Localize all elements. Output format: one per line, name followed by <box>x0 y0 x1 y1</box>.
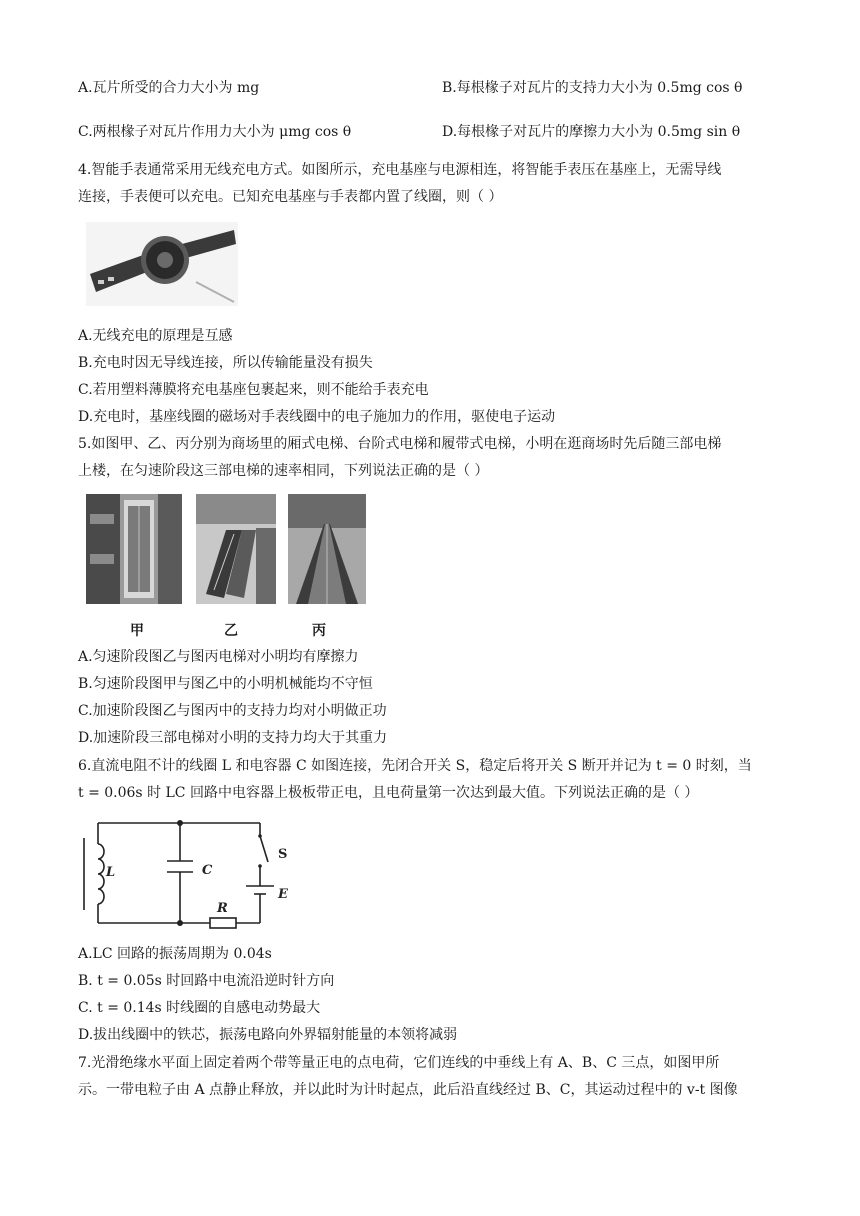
q5-option-c: C.加速阶段图乙与图丙中的支持力均对小明做正功 <box>78 703 387 719</box>
q6-option-c: C. t = 0.14s 时线圈的自感电动势最大 <box>78 1000 321 1016</box>
q5-option-a: A.匀速阶段图乙与图丙电梯对小明均有摩擦力 <box>78 649 359 665</box>
q6-stem-line1: 6.直流电阻不计的线圈 L 和电容器 C 如图连接，先闭合开关 S，稳定后将开关 S 断开并记为 t = 0 时刻，当 <box>78 758 752 774</box>
label-e: E <box>278 887 288 902</box>
caption-yi: 乙 <box>224 623 238 639</box>
q5-stem-line2: 上楼，在匀速阶段这三部电梯的速率相同，下列说法正确的是（ ） <box>78 463 489 479</box>
step-escalator-photo <box>196 494 276 604</box>
q4-option-d: D.充电时，基座线圈的磁场对手表线圈中的电子施加力的作用，驱使电子运动 <box>78 409 556 425</box>
label-r: R <box>217 901 228 916</box>
label-s: S <box>278 847 288 862</box>
q4-stem-line1: 4.智能手表通常采用无线充电方式。如图所示，充电基座与电源相连，将智能手表压在基座上，无需导线 <box>78 162 722 178</box>
q5-option-b: B.匀速阶段图甲与图乙中的小明机械能均不守恒 <box>78 676 373 692</box>
q4-option-c: C.若用塑料薄膜将充电基座包裹起来，则不能给手表充电 <box>78 382 429 398</box>
q3-option-c: C.两根椽子对瓦片作用力大小为 μmg cos θ <box>78 124 352 140</box>
caption-bing: 丙 <box>312 623 326 639</box>
label-l: L <box>106 865 116 880</box>
q5-stem-line1: 5.如图甲、乙、丙分别为商场里的厢式电梯、台阶式电梯和履带式电梯，小明在逛商场时先后随三部电梯 <box>78 436 722 452</box>
q7-stem-line2: 示。一带电粒子由 A 点静止释放，并以此时为计时起点，此后沿直线经过 B、C，其运动过程中的 v-t 图像 <box>78 1082 738 1098</box>
q7-stem-line1: 7.光滑绝缘水平面上固定着两个带等量正电的点电荷，它们连线的中垂线上有 A、B、C 三点，如图甲所 <box>78 1055 720 1071</box>
q5-option-d: D.加速阶段三部电梯对小明的支持力均大于其重力 <box>78 730 388 746</box>
q3-option-d: D.每根椽子对瓦片的摩擦力大小为 0.5mg sin θ <box>442 124 741 140</box>
q4-option-a: A.无线充电的原理是互感 <box>78 328 233 344</box>
q6-option-d: D.拔出线圈中的铁芯，振荡电路向外界辐射能量的本领将减弱 <box>78 1027 458 1043</box>
q6-option-b: B. t = 0.05s 时回路中电流沿逆时针方向 <box>78 973 335 989</box>
lc-circuit-diagram <box>74 814 298 936</box>
label-c: C <box>202 863 213 878</box>
q6-stem-line2: t = 0.06s 时 LC 回路中电容器上极板带正电，且电荷量第一次达到最大值。下列说法正确的是（ ） <box>78 785 699 801</box>
q3-option-a: A.瓦片所受的合力大小为 mg <box>78 80 260 96</box>
q4-option-b: B.充电时因无导线连接，所以传输能量没有损失 <box>78 355 373 371</box>
q4-stem-line2: 连接，手表便可以充电。已知充电基座与手表都内置了线圈，则（ ） <box>78 189 503 205</box>
q3-option-b: B.每根椽子对瓦片的支持力大小为 0.5mg cos θ <box>442 80 743 96</box>
q6-option-a: A.LC 回路的振荡周期为 0.04s <box>78 946 272 962</box>
caption-jia: 甲 <box>130 623 144 639</box>
box-elevator-photo <box>86 494 182 604</box>
smartwatch-photo <box>86 222 238 306</box>
moving-walkway-photo <box>288 494 366 604</box>
